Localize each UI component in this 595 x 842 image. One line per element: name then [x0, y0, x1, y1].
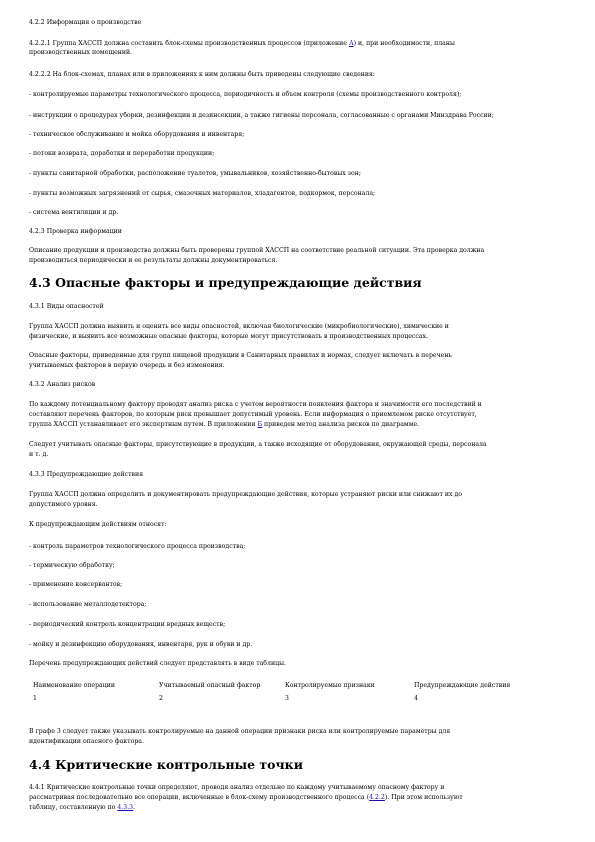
paragraph-4-3-2-line5: и т. д. [29, 451, 49, 458]
section-4-2-2-title: 4.2.2 Информация о производстве [29, 19, 142, 26]
paragraph-4-3-3-line3: К предупреждающим действиям относят: [29, 521, 167, 528]
list-item: - контроль параметров технологического процесса производства; [29, 543, 246, 550]
paragraph-4-4-1-line1: 4.4.1 Критические контрольные точки определяют, проводя анализ отдельно по каждому учитываемому опасному фактору и [29, 784, 445, 791]
list-item: - применение консервантов; [29, 581, 123, 588]
paragraph-4-3-2-line4: Следует учитывать опасные факторы, присутствующие в продукции, а также исходящие от оборудования, окружающей среды, персонала [29, 441, 487, 448]
paragraph-4-2-2-1-text-a: 4.2.2.1 Группа ХАССП должна составить блок-схемы производственных процессов (приложение [29, 40, 349, 47]
appendix-a-link[interactable]: А [348, 40, 354, 47]
list-item: - термическую обработку; [29, 562, 115, 569]
paragraph-4-3-3-line2: допустимого уровня. [29, 501, 98, 508]
paragraph-4-3-2-line3-text-b: приведен метод анализа рисков по диаграмме. [262, 421, 420, 428]
paragraph-table-intro: Перечень предупреждающих действий следует представлять в виде таблицы. [29, 660, 286, 667]
paragraph-4-4-1-line3-text-b: . [133, 804, 136, 811]
list-item: - инструкции о процедурах уборки, дезинфекции и дезинсекции, а также гигиены персонала, согласованные с органами Минздрава России; [29, 112, 494, 119]
paragraph-4-2-2-2: 4.2.2.2 На блок-схемах, планах или в приложениях к ним должны быть приведены следующие сведения: [29, 71, 375, 78]
list-item: - потоки возврата, доработки и переработки продукции; [29, 150, 215, 157]
list-item: - пункты санитарной обработки, расположение туалетов, умывальников, хозяйственно-бытовых зон; [29, 170, 361, 177]
paragraph-4-3-2-line1: По каждому потенциальному фактору проводят анализ риска с учетом вероятности появления фактора и значимости его последствий и [29, 401, 482, 408]
paragraph-column3-note-line2: идентификации опасного фактора. [29, 738, 144, 745]
paragraph-4-4-1-line2-text-a: рассматривая последовательно все операции, включенные в блок-схему производственного процесса ( [29, 794, 370, 801]
section-4-2-3-title: 4.2.3 Проверка информации [29, 228, 122, 235]
section-4-2-2-link[interactable]: 4.2.2 [369, 794, 385, 801]
table-cell: 3 [285, 695, 289, 702]
paragraph-4-3-1-line2: физические, и выявить все возможные опасные факторы, которые могут присутствовать в производственных процессах. [29, 333, 428, 340]
paragraph-4-4-1-line2-text-b: ). При этом используют [384, 794, 463, 801]
heading-4-4: 4.4 Критические контрольные точки [29, 757, 303, 772]
table-cell: 1 [33, 695, 37, 702]
paragraph-4-3-2-line2: составляют перечень факторов, по которым риск превышает допустимый уровень. Если информация о приемлемом риске отсутствует, [29, 411, 477, 418]
paragraph-4-3-3-line1: Группа ХАССП должна определить и документировать предупреждающие действия, которые устраняют риски или снижают их до [29, 491, 462, 498]
table-header: Контролируемые признаки [285, 682, 375, 689]
paragraph-4-3-1-line3: Опасные факторы, приведенные для групп пищевой продукции в Санитарных правилах и нормах, следует включать в перечень [29, 352, 452, 359]
section-4-3-3-link[interactable]: 4.3.3 [117, 804, 134, 811]
list-item: - пункты возможных загрязнений от сырья, смазочных материалов, хладагентов, подкормок, персонала; [29, 190, 376, 197]
paragraph-4-3-1-line4: учитываемых факторов в первую очередь и без изменения. [29, 362, 225, 369]
paragraph-4-2-2-1-line2: производственных помещений. [29, 49, 133, 56]
list-item: - контролируемые параметры технологического процесса, периодичность и объем контроля (схемы производственного контроля); [29, 91, 462, 98]
paragraph-4-3-2-line3 [29, 420, 565, 430]
paragraph-4-3-2-line3-text-a: группа ХАССП устанавливает его экспертным путем. В приложении [29, 421, 258, 428]
heading-4-3: 4.3 Опасные факторы и предупреждающие действия [29, 275, 422, 290]
list-item: - мойку и дезинфекцию оборудования, инвентаря, рук и обуви и др. [29, 641, 253, 648]
table-header: Наименование операции [33, 682, 115, 689]
section-4-3-3-title: 4.3.3 Предупреждающие действия [29, 471, 144, 478]
section-4-3-1-title: 4.3.1 Виды опасностей [29, 303, 104, 310]
table-cell: 4 [414, 695, 418, 702]
paragraph-4-4-1-line2 [29, 793, 565, 803]
table-header: Учитываемый опасный фактор [159, 682, 261, 689]
paragraph-4-4-1-line3-text-a: таблицу, составленную по [29, 804, 118, 811]
paragraph-4-2-2-1-text-b: ) и, при необходимости, планы [353, 40, 455, 47]
paragraph-column3-note-line1: В графе 3 следует также указывать контролируемые на данной операции признаки риска или контролируемые параметры для [29, 728, 451, 735]
paragraph-4-4-1-line3 [29, 803, 565, 813]
paragraph-4-2-3-line2: производиться периодически и ее результаты должны документироваться. [29, 257, 278, 264]
list-item: - периодический контроль концентрации вредных веществ; [29, 621, 226, 628]
section-4-3-2-title: 4.3.2 Анализ рисков [29, 381, 96, 388]
table-header: Предупреждающие действия [414, 682, 511, 689]
table-cell: 2 [159, 695, 163, 702]
list-item: - система вентиляции и др. [29, 209, 119, 216]
paragraph-4-3-1-line1: Группа ХАССП должна выявить и оценить все виды опасностей, включая биологические (микробиологические), химические и [29, 323, 449, 330]
paragraph-4-2-3-line1: Описание продукции и производства должны быть проверены группой ХАССП на соответствие реальной ситуации. Эта проверка должна [29, 247, 485, 254]
appendix-b-link[interactable]: Б [257, 421, 263, 428]
list-item: - техническое обслуживание и мойка оборудования и инвентаря; [29, 131, 245, 138]
list-item: - использование металлодетектора; [29, 601, 147, 608]
